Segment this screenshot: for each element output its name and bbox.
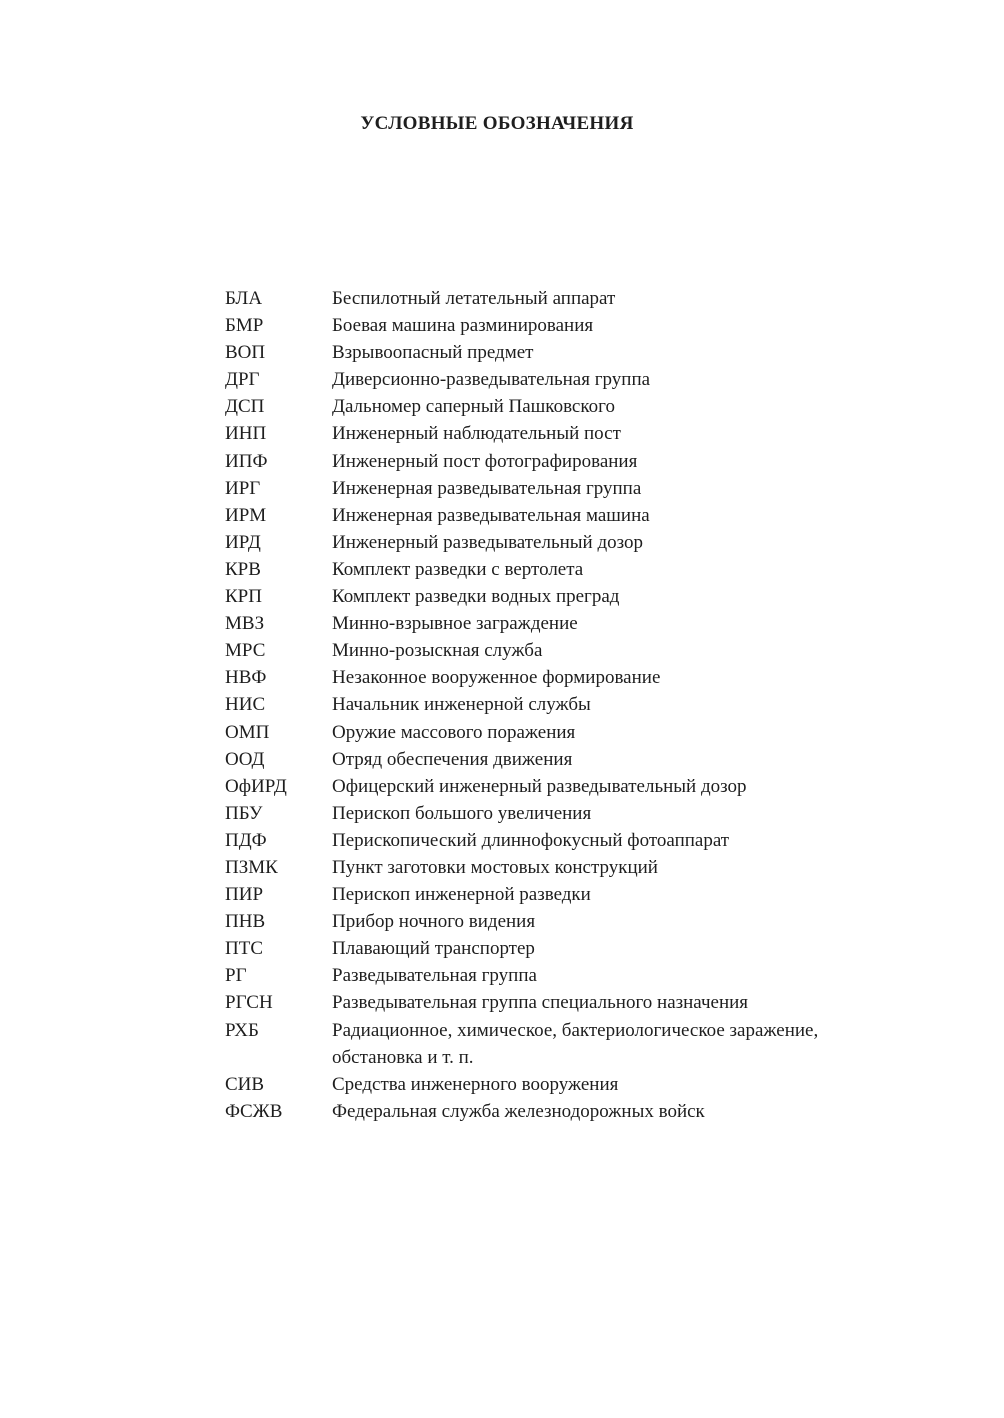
abbreviation-row <box>225 935 885 962</box>
abbreviation-row <box>225 827 885 854</box>
abbreviation-row <box>225 962 885 989</box>
abbreviation-definition: Боевая машина разминирования <box>332 315 594 337</box>
abbreviation-term: ПДФ <box>225 829 267 851</box>
abbreviation-definition: Минно-взрывное заграждение <box>332 613 578 635</box>
abbreviation-row <box>225 989 885 1016</box>
abbreviation-row <box>225 556 885 583</box>
abbreviation-definition: Незаконное вооруженное формирование <box>332 667 661 689</box>
abbreviation-term: ПТС <box>225 938 263 960</box>
abbreviation-row <box>225 366 885 393</box>
abbreviation-term: ПБУ <box>225 802 263 824</box>
abbreviation-term: ПНВ <box>225 911 266 933</box>
abbreviation-definition: Инженерный пост фотографирования <box>332 450 638 472</box>
abbreviation-definition: Инженерный наблюдательный пост <box>332 423 621 445</box>
abbreviation-term: ВОП <box>225 342 266 364</box>
abbreviation-row <box>225 475 885 502</box>
abbreviation-definition: Перископ большого увеличения <box>332 802 592 824</box>
abbreviation-definition: Радиационное, химическое, бактериологическое заражение, обстановка и т. п. <box>332 1019 819 1068</box>
abbreviation-definition: Инженерный разведывательный дозор <box>332 531 644 553</box>
abbreviation-term: ИПФ <box>225 450 268 472</box>
abbreviation-row <box>225 854 885 881</box>
abbreviation-row <box>225 746 885 773</box>
abbreviation-definition: Инженерная разведывательная машина <box>332 504 650 526</box>
abbreviation-definition: Перископ инженерной разведки <box>332 884 591 906</box>
page-title: УСЛОВНЫЕ ОБОЗНАЧЕНИЯ <box>360 113 634 134</box>
abbreviation-definition: Пункт заготовки мостовых конструкций <box>332 856 658 878</box>
abbreviation-term: ФСЖВ <box>225 1100 283 1122</box>
abbreviation-definition: Перископический длиннофокусный фотоаппарат <box>332 829 730 851</box>
abbreviation-definition: Разведывательная группа <box>332 965 537 987</box>
abbreviation-term: ООД <box>225 748 265 770</box>
abbreviation-definition: Дальномер саперный Пашковского <box>332 396 615 418</box>
abbreviation-term: ИНП <box>225 423 267 445</box>
abbreviation-row <box>225 1098 885 1125</box>
abbreviation-definition: Начальник инженерной службы <box>332 694 591 716</box>
abbreviation-row <box>225 393 885 420</box>
abbreviation-row <box>225 583 885 610</box>
abbreviation-row <box>225 312 885 339</box>
abbreviation-definition: Прибор ночного видения <box>332 911 536 933</box>
abbreviation-term: БЛА <box>225 288 263 309</box>
abbreviation-row <box>225 529 885 556</box>
abbreviation-row <box>225 908 885 935</box>
abbreviation-definition: Комплект разведки водных преград <box>332 586 620 608</box>
abbreviation-row <box>225 664 885 691</box>
abbreviation-definition: Оружие массового поражения <box>332 721 576 743</box>
abbreviation-row <box>225 339 885 366</box>
abbreviation-term: ДРГ <box>225 369 260 391</box>
abbreviation-row <box>225 637 885 664</box>
abbreviation-definition: Комплект разведки с вертолета <box>332 558 584 580</box>
abbreviation-term: НВФ <box>225 667 267 689</box>
abbreviation-term: ИРМ <box>225 504 267 526</box>
abbreviation-definition: Отряд обеспечения движения <box>332 748 573 770</box>
abbreviation-row <box>225 1071 885 1098</box>
abbreviation-term: МРС <box>225 640 266 662</box>
abbreviation-row <box>225 773 885 800</box>
abbreviation-term: РХБ <box>225 1019 259 1041</box>
abbreviation-term: МВЗ <box>225 613 265 635</box>
abbreviation-term: ИРД <box>225 531 261 553</box>
abbreviation-row <box>225 800 885 827</box>
abbreviation-definition: Беспилотный летательный аппарат <box>332 288 616 309</box>
abbreviation-term: ДСП <box>225 396 265 418</box>
abbreviation-row <box>225 448 885 475</box>
abbreviation-definition: Взрывоопасный предмет <box>332 342 534 364</box>
abbreviation-term: ОМП <box>225 721 270 743</box>
abbreviation-definition: Плавающий транспортер <box>332 938 535 960</box>
abbreviation-term: РГ <box>225 965 247 987</box>
abbreviation-term: ИРГ <box>225 477 261 499</box>
abbreviation-term: БМР <box>225 315 264 337</box>
abbreviation-term: КРВ <box>225 558 261 580</box>
abbreviation-definition: Офицерский инженерный разведывательный дозор <box>332 775 747 797</box>
abbreviation-row <box>225 719 885 746</box>
abbreviation-list <box>225 285 885 1125</box>
abbreviation-definition: Разведывательная группа специального назначения <box>332 992 749 1014</box>
abbreviation-term: ПЗМК <box>225 856 278 878</box>
abbreviation-row <box>225 420 885 447</box>
abbreviation-term: КРП <box>225 586 262 608</box>
abbreviation-definition: Минно-розыскная служба <box>332 640 543 662</box>
abbreviation-definition: Инженерная разведывательная группа <box>332 477 642 499</box>
abbreviation-term: РГСН <box>225 992 273 1014</box>
abbreviation-row <box>225 691 885 718</box>
abbreviation-row <box>225 285 885 312</box>
abbreviation-definition: Федеральная служба железнодорожных войск <box>332 1100 705 1122</box>
abbreviation-definition: Средства инженерного вооружения <box>332 1073 619 1095</box>
abbreviation-term: ПИР <box>225 884 264 906</box>
abbreviation-definition: Диверсионно-разведывательная группа <box>332 369 651 391</box>
abbreviation-row <box>225 881 885 908</box>
abbreviation-term: ОфИРД <box>225 775 287 797</box>
abbreviation-term: СИВ <box>225 1073 265 1095</box>
abbreviation-row <box>225 1017 885 1071</box>
abbreviation-row <box>225 610 885 637</box>
abbreviation-term: НИС <box>225 694 266 716</box>
abbreviation-row <box>225 502 885 529</box>
